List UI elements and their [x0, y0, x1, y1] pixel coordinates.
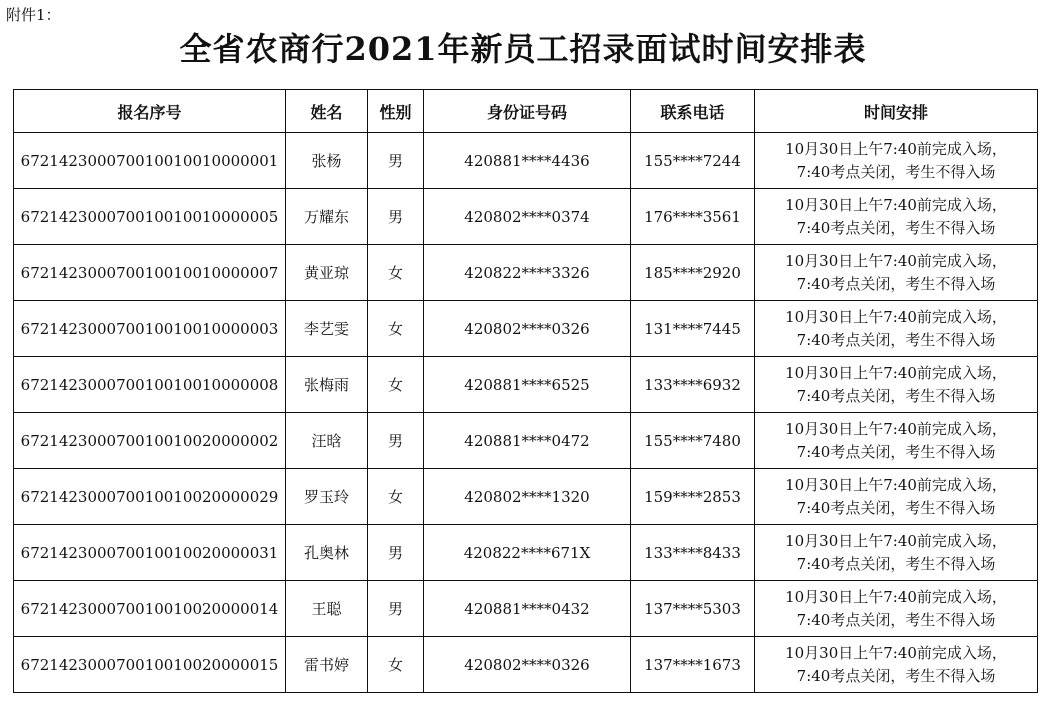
schedule-line-2: 7:40考点关闭，考生不得入场 [796, 218, 996, 237]
id-card-cell: 420802****0326 [424, 637, 631, 693]
phone-cell: 176****3561 [631, 189, 755, 245]
column-header-name: 姓名 [286, 90, 368, 133]
registration-number-cell: 672142300070010010020000015 [14, 637, 286, 693]
phone-cell: 137****5303 [631, 581, 755, 637]
schedule-cell [755, 189, 1038, 245]
phone-cell: 133****6932 [631, 357, 755, 413]
id-card-cell: 420802****0326 [424, 301, 631, 357]
id-card-cell: 420802****0374 [424, 189, 631, 245]
table-row [14, 245, 1038, 301]
schedule-cell [755, 413, 1038, 469]
table-row [14, 357, 1038, 413]
registration-number-cell: 672142300070010010010000001 [14, 133, 286, 189]
column-header-schedule: 时间安排 [755, 90, 1038, 133]
phone-cell: 131****7445 [631, 301, 755, 357]
schedule-line-2: 7:40考点关闭，考生不得入场 [796, 330, 996, 349]
id-card-cell: 420881****0472 [424, 413, 631, 469]
registration-number-cell: 672142300070010010010000003 [14, 301, 286, 357]
gender-cell: 男 [368, 413, 424, 469]
registration-number-cell: 672142300070010010020000031 [14, 525, 286, 581]
registration-number-cell: 672142300070010010010000008 [14, 357, 286, 413]
interview-schedule-table [13, 89, 1038, 693]
table-row [14, 525, 1038, 581]
schedule-line-1: 10月30日上午7:40前完成入场， [785, 531, 1007, 550]
table-header-row [14, 90, 1038, 133]
phone-cell: 159****2853 [631, 469, 755, 525]
gender-cell: 男 [368, 525, 424, 581]
schedule-cell [755, 581, 1038, 637]
gender-cell: 女 [368, 637, 424, 693]
name-cell: 张杨 [286, 133, 368, 189]
name-cell: 孔奥林 [286, 525, 368, 581]
schedule-line-2: 7:40考点关闭，考生不得入场 [796, 498, 996, 517]
schedule-line-1: 10月30日上午7:40前完成入场， [785, 139, 1007, 158]
schedule-cell [755, 133, 1038, 189]
table-row [14, 189, 1038, 245]
schedule-line-1: 10月30日上午7:40前完成入场， [785, 643, 1007, 662]
column-header-phone: 联系电话 [631, 90, 755, 133]
gender-cell: 男 [368, 189, 424, 245]
registration-number-cell: 672142300070010010020000014 [14, 581, 286, 637]
schedule-cell [755, 469, 1038, 525]
name-cell: 张梅雨 [286, 357, 368, 413]
name-cell: 黄亚琼 [286, 245, 368, 301]
id-card-cell: 420881****4436 [424, 133, 631, 189]
gender-cell: 男 [368, 581, 424, 637]
schedule-cell [755, 301, 1038, 357]
phone-cell: 155****7244 [631, 133, 755, 189]
schedule-line-1: 10月30日上午7:40前完成入场， [785, 475, 1007, 494]
registration-number-cell: 672142300070010010020000002 [14, 413, 286, 469]
table-row [14, 637, 1038, 693]
schedule-cell [755, 357, 1038, 413]
column-header-registration-number: 报名序号 [14, 90, 286, 133]
phone-cell: 137****1673 [631, 637, 755, 693]
schedule-line-2: 7:40考点关闭，考生不得入场 [796, 666, 996, 685]
schedule-line-2: 7:40考点关闭，考生不得入场 [796, 162, 996, 181]
schedule-line-1: 10月30日上午7:40前完成入场， [785, 363, 1007, 382]
table-row [14, 133, 1038, 189]
table-row [14, 301, 1038, 357]
phone-cell: 155****7480 [631, 413, 755, 469]
name-cell: 王聪 [286, 581, 368, 637]
schedule-line-1: 10月30日上午7:40前完成入场， [785, 587, 1007, 606]
id-card-cell: 420822****671X [424, 525, 631, 581]
table-row [14, 581, 1038, 637]
id-card-cell: 420881****0432 [424, 581, 631, 637]
schedule-line-2: 7:40考点关闭，考生不得入场 [796, 554, 996, 573]
column-header-id-card: 身份证号码 [424, 90, 631, 133]
schedule-line-1: 10月30日上午7:40前完成入场， [785, 307, 1007, 326]
id-card-cell: 420802****1320 [424, 469, 631, 525]
gender-cell: 女 [368, 357, 424, 413]
schedule-line-1: 10月30日上午7:40前完成入场， [785, 251, 1007, 270]
name-cell: 罗玉玲 [286, 469, 368, 525]
name-cell: 汪晗 [286, 413, 368, 469]
registration-number-cell: 672142300070010010010000005 [14, 189, 286, 245]
document-title: 全省农商行2021年新员工招录面试时间安排表 [179, 30, 867, 68]
schedule-line-2: 7:40考点关闭，考生不得入场 [796, 442, 996, 461]
schedule-line-2: 7:40考点关闭，考生不得入场 [796, 386, 996, 405]
attachment-label: 附件1： [6, 6, 61, 24]
table-row [14, 413, 1038, 469]
name-cell: 万耀东 [286, 189, 368, 245]
gender-cell: 女 [368, 245, 424, 301]
gender-cell: 女 [368, 301, 424, 357]
schedule-line-2: 7:40考点关闭，考生不得入场 [796, 274, 996, 293]
phone-cell: 185****2920 [631, 245, 755, 301]
schedule-cell [755, 245, 1038, 301]
column-header-gender: 性别 [368, 90, 424, 133]
id-card-cell: 420822****3326 [424, 245, 631, 301]
table-row [14, 469, 1038, 525]
id-card-cell: 420881****6525 [424, 357, 631, 413]
registration-number-cell: 672142300070010010020000029 [14, 469, 286, 525]
gender-cell: 女 [368, 469, 424, 525]
schedule-cell [755, 637, 1038, 693]
phone-cell: 133****8433 [631, 525, 755, 581]
schedule-line-2: 7:40考点关闭，考生不得入场 [796, 610, 996, 629]
schedule-cell [755, 525, 1038, 581]
name-cell: 雷书婷 [286, 637, 368, 693]
name-cell: 李艺雯 [286, 301, 368, 357]
registration-number-cell: 672142300070010010010000007 [14, 245, 286, 301]
schedule-line-1: 10月30日上午7:40前完成入场， [785, 419, 1007, 438]
schedule-line-1: 10月30日上午7:40前完成入场， [785, 195, 1007, 214]
gender-cell: 男 [368, 133, 424, 189]
